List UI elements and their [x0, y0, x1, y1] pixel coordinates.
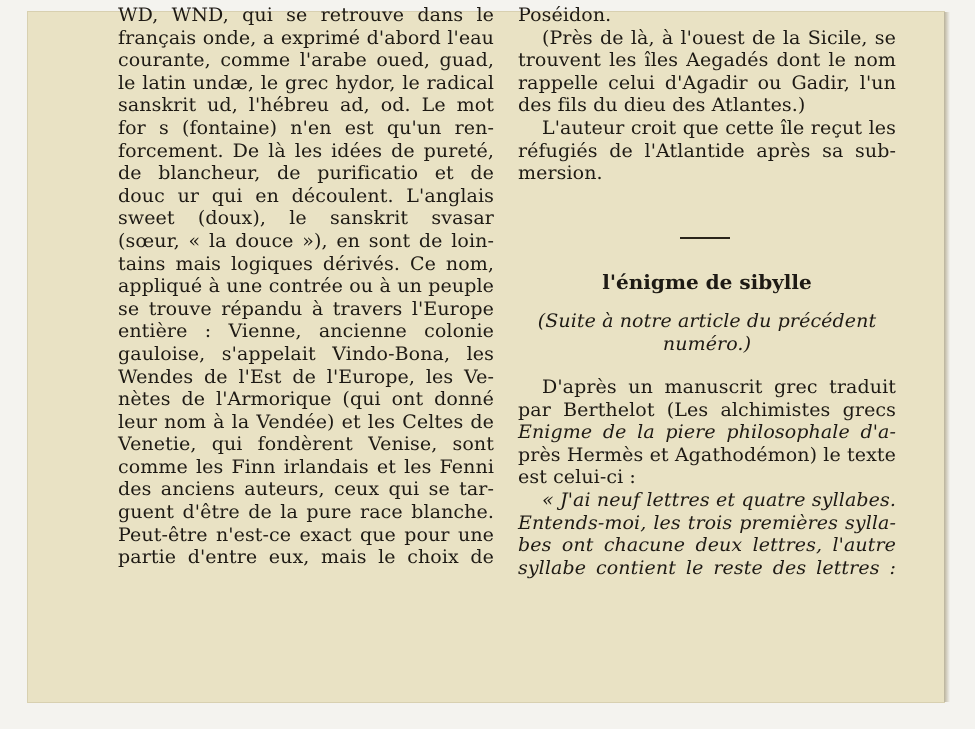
right-column	[518, 4, 896, 185]
text-line: sweet (doux), le sanskrit svasar	[118, 207, 494, 230]
left-column	[118, 4, 494, 569]
text-line: tains mais logiques dérivés. Ce nom,	[118, 252, 494, 275]
text-line: (sœur, « la douce »), en sont de loin-	[118, 229, 494, 252]
text-line: entière : Vienne, ancienne colonie	[118, 320, 494, 343]
text-line: for s (fontaine) n'en est qu'un ren-	[118, 116, 494, 139]
text-line: par Berthelot (Les alchimistes grecs	[518, 398, 896, 421]
text-line: partie d'entre eux, mais le choix de	[118, 546, 494, 569]
text-line: douc ur qui en découlent. L'anglais	[118, 184, 494, 207]
text-line: des fils du dieu des Atlantes.)	[518, 94, 806, 117]
text-line: Venetie, qui fondèrent Venise, sont	[118, 433, 494, 456]
text-line: forcement. De là les idées de pureté,	[118, 139, 494, 162]
quote-line: bes ont chacune deux lettres, l'autre	[518, 534, 896, 557]
text-line: réfugiés de l'Atlantide après sa sub-	[518, 139, 896, 162]
text-line: guent d'être de la pure race blanche.	[118, 501, 494, 524]
text-line: des anciens auteurs, ceux qui se tar-	[118, 478, 494, 501]
text-line: est celui-ci :	[518, 466, 636, 489]
text-line: sanskrit ud, l'hébreu ad, od. Le mot	[118, 94, 494, 117]
text-line: Enigme de la piere philosophale d'a-	[518, 421, 896, 444]
text-line: trouvent les îles Aegadés dont le nom	[518, 49, 896, 72]
text-line: français onde, a exprimé d'abord l'eau	[118, 26, 494, 49]
text-line: mersion.	[518, 162, 603, 185]
text-line: WD, WND, qui se retrouve dans le	[118, 4, 494, 26]
quote-line: Entends-moi, les trois premières sylla-	[518, 511, 896, 534]
text-line: numéro.)	[662, 332, 752, 355]
text-line: appliqué à une contrée ou à un peuple	[118, 275, 494, 298]
text-line: Peut-être n'est-ce exact que pour une	[118, 523, 494, 546]
text-line: rappelle celui d'Agadir ou Gadir, l'un	[518, 71, 896, 94]
text-line: se trouve répandu à travers l'Europe	[118, 297, 494, 320]
text-line: le latin undæ, le grec hydor, le radical	[118, 71, 494, 94]
text-line: courante, comme l'arabe oued, guad,	[118, 49, 494, 72]
text-line: gauloise, s'appelait Vindo-Bona, les	[118, 342, 494, 365]
text-line: Poséidon.	[518, 4, 612, 26]
text-line: (Suite à notre article du précédent	[537, 310, 877, 332]
section-divider	[680, 237, 730, 239]
text-line: L'auteur croit que cette île reçut les	[542, 116, 896, 139]
text-line: D'après un manuscrit grec traduit	[542, 376, 896, 398]
text-line: de blancheur, de purificatio et de	[118, 162, 494, 185]
section-body	[518, 376, 896, 579]
text-line: nètes de l'Armorique (qui ont donné	[118, 388, 494, 411]
text-line: leur nom à la Vendée) et les Celtes de	[118, 410, 494, 433]
quote-line: « J'ai neuf lettres et quatre syllabes.	[542, 488, 896, 511]
section-heading: l'énigme de sibylle	[602, 270, 812, 294]
quote-line: syllabe contient le reste des lettres :	[518, 556, 896, 579]
text-line: près Hermès et Agathodémon) le texte	[518, 443, 896, 466]
text-line: (Près de là, à l'ouest de la Sicile, se	[542, 26, 896, 49]
page-edge-shadow	[944, 12, 950, 702]
section-subtitle	[518, 310, 896, 355]
text-line: comme les Finn irlandais et les Fenni	[118, 455, 494, 478]
text-line: Wendes de l'Est de l'Europe, les Ve-	[118, 365, 494, 388]
